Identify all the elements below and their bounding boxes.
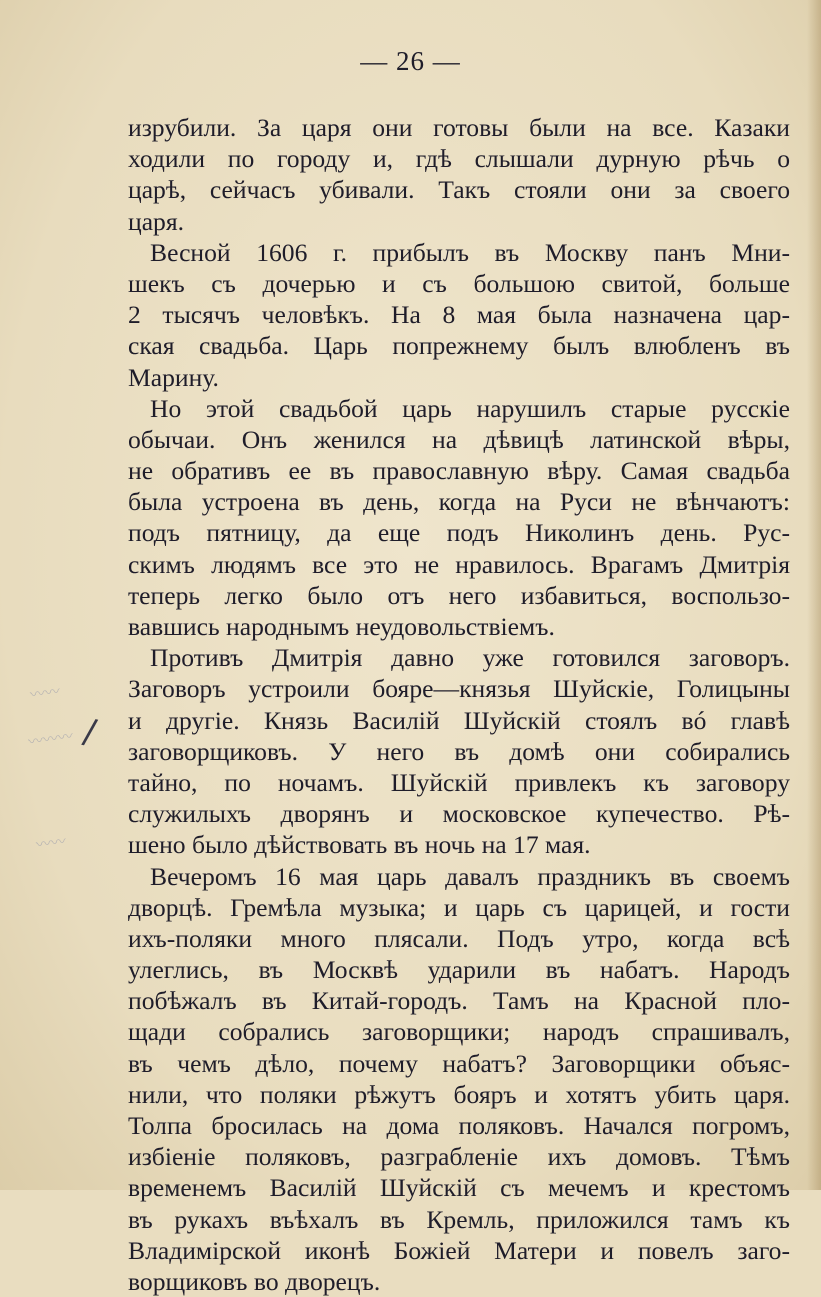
text-line: и другіе. Князь Василій Шуйскій стоялъ вó главѣ <box>128 705 790 735</box>
text-line: тайно, по ночамъ. Шуйскій привлекъ къ заговору <box>128 767 790 797</box>
text-line: ихъ-поляки много плясали. Подъ утро, когда всѣ <box>128 923 790 953</box>
text-line: не обративъ ее въ православную вѣру. Самая свадьба <box>128 456 790 486</box>
text-line: улеглись, въ Москвѣ ударили въ набатъ. Народъ <box>128 955 790 985</box>
text-line: Владимірской иконѣ Божіей Матери и повелъ заго- <box>128 1235 790 1265</box>
text-line: Заговоръ устроили бояре—князья Шуйскіе, Голицыны <box>128 674 790 704</box>
text-line: служилыхъ дворянъ и московское купечество. Рѣ- <box>128 799 790 829</box>
text-line: дворцѣ. Гремѣла музыка; и царь съ царицей, и гости <box>128 892 790 922</box>
text-line: ворщиковъ во дворецъ. <box>128 1266 381 1296</box>
text-line: шекъ съ дочерью и съ большою свитой, больше <box>128 268 790 298</box>
pencil-marginalia: 〰〰 <box>34 831 68 854</box>
text-line: была устроена въ день, когда на Руси не вѣнчаютъ: <box>128 487 790 517</box>
text-line: вавшись народнымъ неудовольствіемъ. <box>128 612 555 641</box>
text-line: ходили по городу и, гдѣ слышали дурную рѣчь о <box>128 144 790 174</box>
text-line: Вечеромъ 16 мая царь давалъ праздникъ въ своемъ <box>150 861 790 891</box>
text-line: заговорщиковъ. У него въ домѣ они собирались <box>128 736 790 766</box>
page-number: — 26 — <box>360 46 461 76</box>
text-line: 2 тысячъ человѣкъ. На 8 мая была назначена цар- <box>128 300 790 330</box>
text-line: Весной 1606 г. прибылъ въ Москву панъ Мни- <box>150 237 790 267</box>
text-line: изрубили. За царя они готовы были на все. Казаки <box>128 113 790 142</box>
text-line: временемъ Василій Шуйскій съ мечемъ и крестомъ <box>128 1173 790 1203</box>
text-line: царѣ, сейчасъ убивали. Такъ стояли они за своего <box>128 175 790 205</box>
text-line: нили, что поляки рѣжутъ бояръ и хотятъ убить царя. <box>128 1079 790 1109</box>
text-line: избіеніе поляковъ, разграбленіе ихъ домовъ. Тѣмъ <box>128 1142 790 1172</box>
pencil-marginalia: 〰〰〰 <box>27 726 75 752</box>
text-line: царя. <box>128 206 185 236</box>
pencil-marginalia: 〰〰 <box>28 681 62 704</box>
text-line: Толпа бросилась на дома поляковъ. Начался погромъ, <box>128 1111 790 1140</box>
text-line: побѣжалъ въ Китай-городъ. Тамъ на Красной пло- <box>128 986 790 1016</box>
text-line: подъ пятницу, да еще подъ Николинъ день. Рус- <box>128 518 790 548</box>
text-line: Противъ Дмитрія давно уже готовился заговоръ. <box>150 643 790 673</box>
text-line: теперь легко было отъ него избавиться, воспользо- <box>128 580 790 610</box>
text-line: Марину. <box>128 362 219 392</box>
text-line: въ рукахъ въѣхалъ въ Кремль, приложился тамъ къ <box>128 1204 790 1234</box>
body-text <box>128 112 790 1297</box>
page-edge-shadow <box>807 0 821 1190</box>
text-line: шено было дѣйствовать въ ночь на 17 мая. <box>128 830 591 860</box>
text-line: скимъ людямъ все это не нравилось. Врагамъ Дмитрія <box>128 549 790 579</box>
text-line: ская свадьба. Царь попрежнему былъ влюбленъ въ <box>128 331 790 361</box>
text-line: обычаи. Онъ женился на дѣвицѣ латинской вѣры, <box>128 424 790 454</box>
text-line: въ чемъ дѣло, почему набатъ? Заговорщики объяс- <box>128 1048 790 1078</box>
text-line: щади собрались заговорщики; народъ спрашивалъ, <box>128 1017 790 1047</box>
pencil-slash-mark: / <box>79 711 100 753</box>
text-line: Но этой свадьбой царь нарушилъ старые русскіе <box>150 393 790 423</box>
